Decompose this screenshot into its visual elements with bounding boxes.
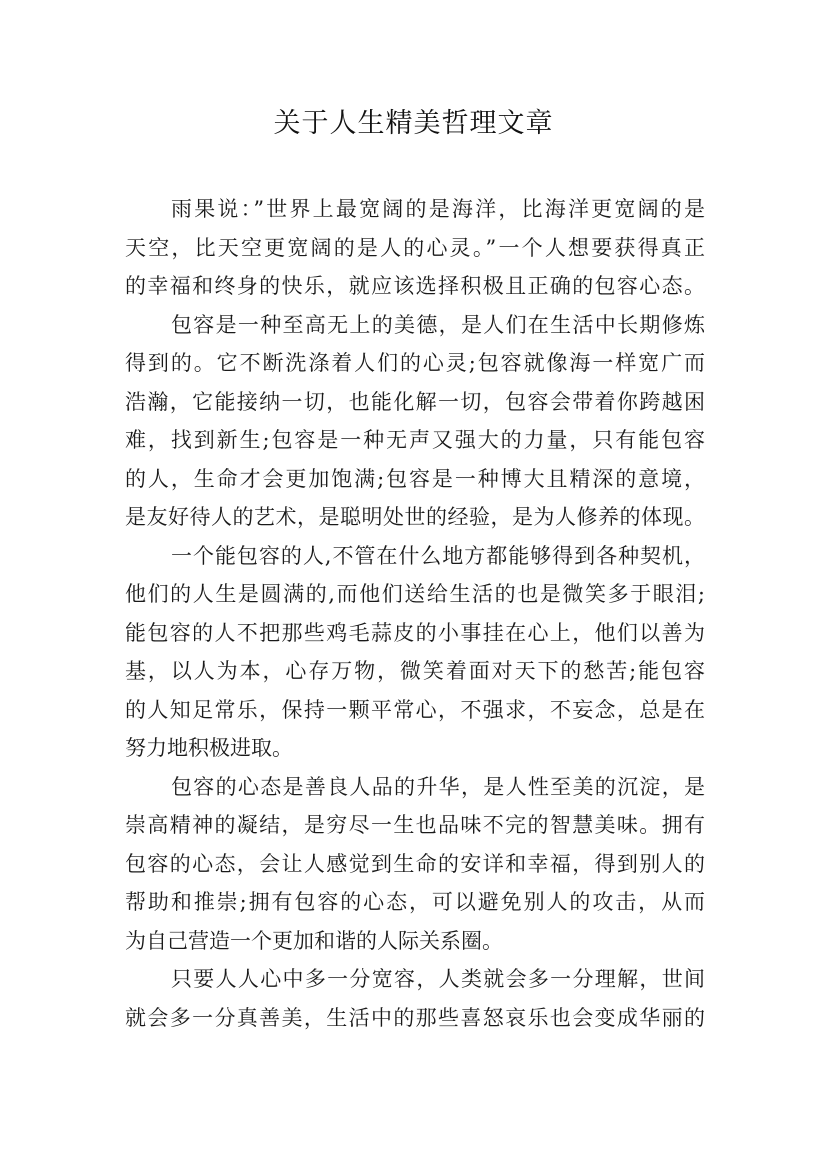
paragraph-line: 难，找到新生;包容是一种无声又强大的力量，只有能包容 — [125, 428, 705, 452]
paragraph-line: 为自己营造一个更加和谐的人际关系圈。 — [125, 928, 503, 953]
paragraph-line: 包容的心态是善良人品的升华，是人性至美的沉淀，是 — [171, 774, 705, 799]
paragraph-line: 雨果说：”世界上最宽阔的是海洋，比海洋更宽阔的是 — [171, 197, 705, 221]
paragraph-line: 天空，比天空更宽阔的是人的心灵。”一个人想要获得真正 — [125, 235, 705, 260]
paragraph-line: 努力地积极进取。 — [125, 736, 293, 760]
paragraph-line: 帮助和推崇;拥有包容的心态，可以避免别人的攻击，从而 — [125, 890, 705, 914]
paragraph-line: 能包容的人不把那些鸡毛蒜皮的小事挂在心上，他们以善为 — [125, 620, 705, 645]
paragraph-line: 得到的。它不断洗涤着人们的心灵;包容就像海一样宽广而 — [125, 351, 705, 375]
paragraph-4 — [125, 768, 705, 961]
document-body — [125, 190, 705, 1037]
paragraph-line: 崇高精神的凝结，是穷尽一生也品味不完的智慧美味。拥有 — [125, 813, 705, 837]
paragraph-line: 是友好待人的艺术，是聪明处世的经验，是为人修养的体现。 — [125, 505, 705, 529]
paragraph-line: 的人，生命才会更加饱满;包容是一种博大且精深的意境， — [125, 466, 705, 491]
paragraph-line: 包容的心态，会让人感觉到生命的安详和幸福，得到别人的 — [125, 851, 705, 876]
paragraph-line: 基，以人为本，心存万物，微笑着面对天下的愁苦;能包容 — [125, 659, 705, 683]
paragraph-2 — [125, 306, 705, 537]
paragraph-1 — [125, 190, 705, 306]
paragraph-line: 浩瀚，它能接纳一切，也能化解一切，包容会带着你跨越困 — [125, 389, 705, 414]
paragraph-line: 的幸福和终身的快乐，就应该选择积极且正确的包容心态。 — [125, 274, 705, 298]
paragraph-line: 包容是一种至高无上的美德，是人们在生活中长期修炼 — [171, 312, 705, 337]
paragraph-line: 一个能包容的人,不管在什么地方都能够得到各种契机， — [171, 543, 705, 568]
paragraph-line: 就会多一分真善美，生活中的那些喜怒哀乐也会变成华丽的 — [125, 1005, 705, 1030]
paragraph-5 — [125, 960, 705, 1037]
paragraph-line: 他们的人生是圆满的,而他们送给生活的也是微笑多于眼泪; — [125, 582, 705, 606]
paragraph-line: 只要人人心中多一分宽容，人类就会多一分理解，世间 — [171, 967, 705, 991]
document-title: 关于人生精美哲理文章 — [273, 108, 554, 139]
paragraph-3 — [125, 537, 705, 768]
paragraph-line: 的人知足常乐，保持一颗平常心，不强求，不妄念，总是在 — [125, 697, 705, 722]
